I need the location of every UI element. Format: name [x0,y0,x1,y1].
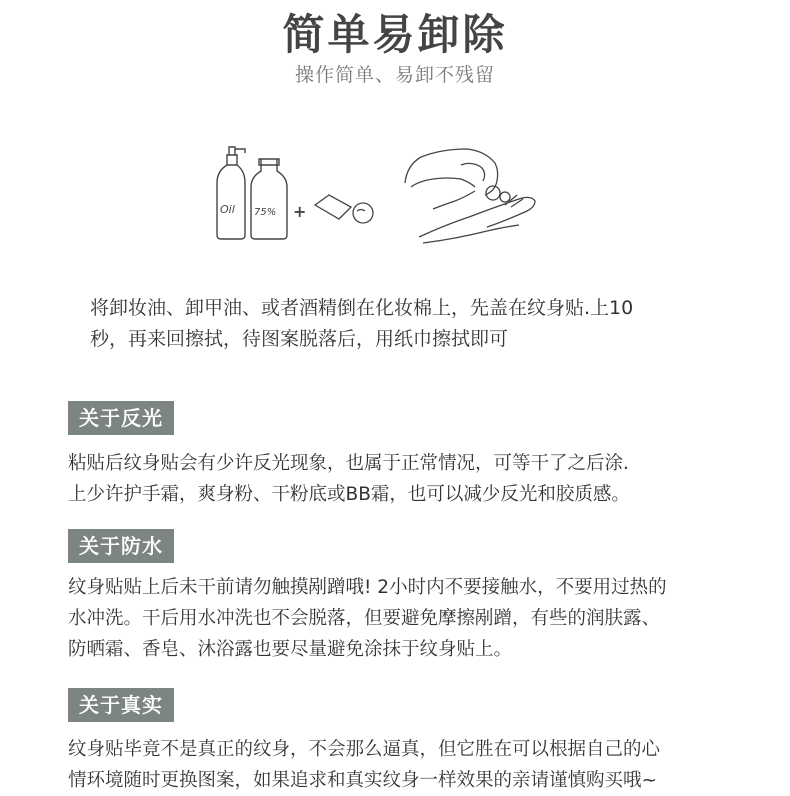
instruction-line: 秒，再来回擦拭，待图案脱落后，用纸巾擦拭即可 [90,328,509,350]
oil-label: Oil [220,203,235,216]
page-subtitle: 操作简单、易卸不残留 [294,64,495,86]
section-text-waterproof [68,572,768,665]
section-tag-waterproof: 关于防水 [68,529,174,563]
instruction-line: 将卸妆油、卸甲油、或者酒精倒在化妆棉上，先盖在纹身贴.上10 [90,297,634,319]
page-title: 简单易卸除 [282,10,508,59]
section-line: 水冲洗。干后用水冲洗也不会脱落，但要避免摩擦剐蹭，有些的润肤露、 [68,608,661,629]
plus-sign: + [293,202,307,221]
removal-illustration [205,135,565,255]
alcohol-label: 75% [254,207,277,218]
section-line: 防晒霜、香皂、沐浴露也要尽量避免涂抹于纹身贴上。 [68,639,513,660]
removal-instructions [90,293,730,355]
section-text-reflection [68,448,768,510]
wiping-hands-icon [405,149,535,243]
section-line: 情环境随时更换图案，如果追求和真实纹身一样效果的亲请谨慎购买哦~ [68,770,658,791]
oil-bottle-icon [217,147,245,239]
section-tag-reflection: 关于反光 [68,401,174,435]
section-line: 粘贴后纹身贴会有少许反光现象，也属于正常情况，可等干了之后涂. [68,453,629,474]
section-tag-realism: 关于真实 [68,688,174,722]
section-line: 纹身贴毕竟不是真正的纹身，不会那么逼真，但它胜在可以根据自己的心 [68,739,661,760]
section-line: 纹身贴贴上后未干前请勿触摸剐蹭哦! 2小时内不要接触水，不要用过热的 [68,577,667,598]
cotton-pad-icon [315,195,373,223]
section-line: 上少许护手霜，爽身粉、干粉底或BB霜，也可以减少反光和胶质感。 [68,484,630,505]
section-text-realism [68,734,768,796]
alcohol-bottle-icon [251,159,287,239]
